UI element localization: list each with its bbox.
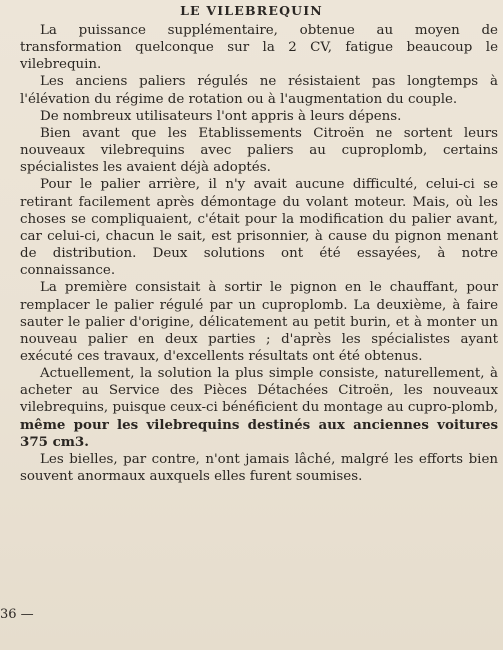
paragraph	[20, 125, 498, 176]
page-number: 36 —	[0, 607, 34, 622]
paragraph	[20, 176, 498, 279]
paragraph-text: Les bielles, par contre, n'ont jamais lâché, malgré les efforts bien souvent anormaux auxquels elles furent soumises.	[20, 451, 498, 485]
paragraph	[20, 279, 498, 365]
article-title: LE VILEBREQUIN	[180, 3, 323, 18]
paragraph-text: Actuellement, la solution la plus simple consiste, naturellement, à acheter au Service des Pièces Détachées Citroën, les nouveaux vilebrequins, puisque ceux-ci bénéficient du montage au cupro-plomb,	[20, 366, 498, 416]
paragraph-text: De nombreux utilisateurs l'ont appris à leurs dépens.	[40, 108, 402, 124]
paragraph	[20, 108, 498, 125]
paragraph	[20, 451, 498, 485]
paragraph-text: La puissance supplémentaire, obtenue au moyen de transformation quelconque sur la 2 CV, fatigue beaucoup le vilebrequin.	[20, 23, 498, 73]
paragraph	[20, 365, 498, 451]
paragraph-bold-text: même pour les vilebrequins destinés aux anciennes voitures 375 cm3.	[20, 416, 498, 450]
paragraph	[20, 73, 498, 107]
paragraph	[20, 22, 498, 73]
paragraph-text: La première consistait à sortir le pignon en le chauffant, pour remplacer le palier régulé par un cuproplomb. La deuxième, à faire sauter le palier d'origine, délicatement au petit burin, et à monter un nouveau palier en deux parties ; d'après les spécialistes ayant exécuté ces travaux, d'excellents résultats ont été obtenus.	[20, 280, 498, 364]
paragraph-text: Les anciens paliers régulés ne résistaient pas longtemps à l'élévation du régime de rotation ou à l'augmentation du couple.	[20, 74, 498, 107]
paragraph-text: Pour le palier arrière, il n'y avait aucune difficulté, celui-ci se retirant facilement après démontage du volant moteur. Mais, où les choses se compliquaient, c'était pour la modification du palier avant, car celui-ci, chacun le sait, est prisonnier, à cause du pignon menant de distribution. Deux solutions ont été essayées, à notre connaissance.	[20, 177, 498, 279]
paragraph-text: Bien avant que les Etablissements Citroën ne sortent leurs nouveaux vilebrequins avec paliers au cuproplomb, certains spécialistes les avaient déjà adoptés.	[20, 125, 498, 176]
article-body	[20, 22, 498, 485]
